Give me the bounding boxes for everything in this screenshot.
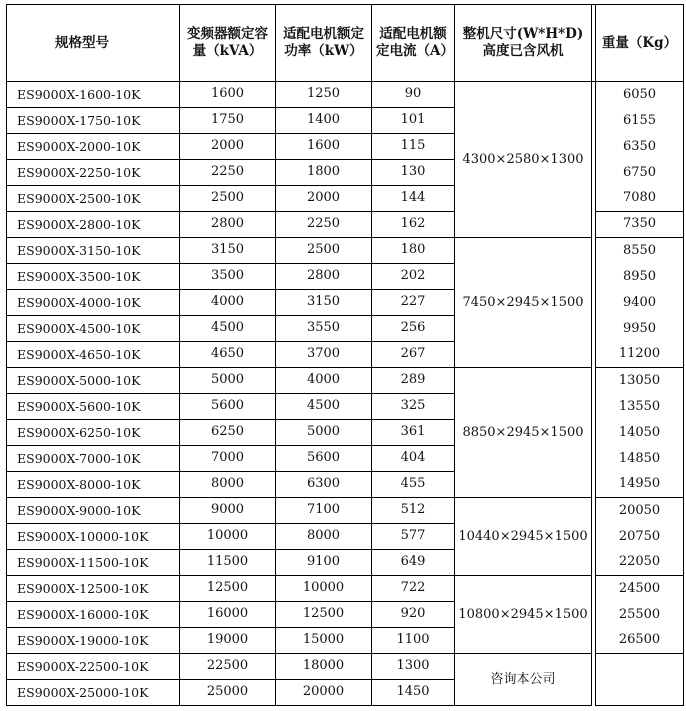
capacity-cell: 8000 (180, 472, 276, 498)
model-cell: ES9000X-5600-10K (6, 394, 180, 420)
motor-current-cell: 256 (372, 316, 455, 342)
motor-current-cell: 404 (372, 446, 455, 472)
capacity-cell: 10000 (180, 524, 276, 550)
weight-cell: 26500 (596, 628, 684, 654)
motor-power-cell: 1400 (276, 108, 372, 134)
motor-power-cell: 5600 (276, 446, 372, 472)
weight-cell: 6050 (596, 82, 684, 108)
dimensions-cell: 10440×2945×1500 (455, 498, 592, 576)
model-cell: ES9000X-2500-10K (6, 186, 180, 212)
weight-cell (596, 654, 684, 680)
model-cell: ES9000X-4650-10K (6, 342, 180, 368)
dimensions-cell: 10800×2945×1500 (455, 576, 592, 654)
capacity-cell: 1750 (180, 108, 276, 134)
capacity-cell: 5600 (180, 394, 276, 420)
capacity-cell: 12500 (180, 576, 276, 602)
motor-current-cell: 130 (372, 160, 455, 186)
capacity-cell: 4500 (180, 316, 276, 342)
motor-power-cell: 20000 (276, 680, 372, 706)
capacity-cell: 9000 (180, 498, 276, 524)
motor-current-cell: 227 (372, 290, 455, 316)
motor-power-cell: 3150 (276, 290, 372, 316)
motor-current-cell: 144 (372, 186, 455, 212)
capacity-cell: 6250 (180, 420, 276, 446)
weight-cell: 14950 (596, 472, 684, 498)
model-cell: ES9000X-22500-10K (6, 654, 180, 680)
motor-current-cell: 90 (372, 82, 455, 108)
capacity-cell: 4000 (180, 290, 276, 316)
model-cell: ES9000X-4000-10K (6, 290, 180, 316)
header-capacity: 变频器额定容量（kVA） (180, 4, 276, 82)
weight-cell: 20050 (596, 498, 684, 524)
model-cell: ES9000X-6250-10K (6, 420, 180, 446)
model-cell: ES9000X-1750-10K (6, 108, 180, 134)
capacity-cell: 11500 (180, 550, 276, 576)
motor-current-cell: 1450 (372, 680, 455, 706)
motor-current-cell: 361 (372, 420, 455, 446)
capacity-cell: 2500 (180, 186, 276, 212)
model-cell: ES9000X-19000-10K (6, 628, 180, 654)
model-cell: ES9000X-1600-10K (6, 82, 180, 108)
weight-cell: 13550 (596, 394, 684, 420)
weight-cell: 14050 (596, 420, 684, 446)
weight-cell (596, 680, 684, 706)
motor-power-cell: 3550 (276, 316, 372, 342)
model-cell: ES9000X-12500-10K (6, 576, 180, 602)
motor-current-cell: 455 (372, 472, 455, 498)
motor-current-cell: 162 (372, 212, 455, 238)
model-cell: ES9000X-2800-10K (6, 212, 180, 238)
capacity-cell: 2800 (180, 212, 276, 238)
motor-power-cell: 5000 (276, 420, 372, 446)
weight-cell: 24500 (596, 576, 684, 602)
weight-cell: 13050 (596, 368, 684, 394)
header-weight: 重量（Kg） (596, 4, 684, 82)
motor-power-cell: 4000 (276, 368, 372, 394)
motor-power-cell: 2800 (276, 264, 372, 290)
motor-power-cell: 6300 (276, 472, 372, 498)
capacity-cell: 16000 (180, 602, 276, 628)
model-cell: ES9000X-5000-10K (6, 368, 180, 394)
motor-power-cell: 2500 (276, 238, 372, 264)
weight-cell: 14850 (596, 446, 684, 472)
motor-current-cell: 722 (372, 576, 455, 602)
weight-cell: 20750 (596, 524, 684, 550)
capacity-cell: 3150 (180, 238, 276, 264)
motor-current-cell: 920 (372, 602, 455, 628)
motor-power-cell: 8000 (276, 524, 372, 550)
motor-power-cell: 2250 (276, 212, 372, 238)
weight-cell: 7080 (596, 186, 684, 212)
weight-cell: 25500 (596, 602, 684, 628)
motor-power-cell: 15000 (276, 628, 372, 654)
motor-power-cell: 7100 (276, 498, 372, 524)
motor-power-cell: 9100 (276, 550, 372, 576)
weight-cell: 6750 (596, 160, 684, 186)
capacity-cell: 7000 (180, 446, 276, 472)
dimensions-cell: 咨询本公司 (455, 654, 592, 706)
capacity-cell: 4650 (180, 342, 276, 368)
motor-power-cell: 4500 (276, 394, 372, 420)
model-cell: ES9000X-9000-10K (6, 498, 180, 524)
weight-cell: 22050 (596, 550, 684, 576)
capacity-cell: 19000 (180, 628, 276, 654)
motor-current-cell: 115 (372, 134, 455, 160)
weight-cell: 8550 (596, 238, 684, 264)
weight-cell: 9400 (596, 290, 684, 316)
motor-power-cell: 2000 (276, 186, 372, 212)
motor-current-cell: 202 (372, 264, 455, 290)
motor-current-cell: 512 (372, 498, 455, 524)
model-cell: ES9000X-25000-10K (6, 680, 180, 706)
weight-cell: 9950 (596, 316, 684, 342)
model-cell: ES9000X-8000-10K (6, 472, 180, 498)
motor-power-cell: 12500 (276, 602, 372, 628)
spec-table (6, 4, 684, 708)
header-dimensions: 整机尺寸(W*H*D)高度已含风机 (455, 4, 592, 82)
model-cell: ES9000X-4500-10K (6, 316, 180, 342)
model-cell: ES9000X-3150-10K (6, 238, 180, 264)
motor-power-cell: 1250 (276, 82, 372, 108)
weight-cell: 7350 (596, 212, 684, 238)
header-motor-power: 适配电机额定功率（kW） (276, 4, 372, 82)
motor-power-cell: 1600 (276, 134, 372, 160)
capacity-cell: 3500 (180, 264, 276, 290)
motor-current-cell: 180 (372, 238, 455, 264)
header-model: 规格型号 (6, 4, 180, 82)
motor-current-cell: 577 (372, 524, 455, 550)
motor-current-cell: 289 (372, 368, 455, 394)
capacity-cell: 2000 (180, 134, 276, 160)
weight-cell: 8950 (596, 264, 684, 290)
motor-power-cell: 10000 (276, 576, 372, 602)
motor-current-cell: 1100 (372, 628, 455, 654)
capacity-cell: 22500 (180, 654, 276, 680)
capacity-cell: 25000 (180, 680, 276, 706)
capacity-cell: 2250 (180, 160, 276, 186)
model-cell: ES9000X-7000-10K (6, 446, 180, 472)
motor-current-cell: 101 (372, 108, 455, 134)
model-cell: ES9000X-2250-10K (6, 160, 180, 186)
motor-power-cell: 3700 (276, 342, 372, 368)
model-cell: ES9000X-2000-10K (6, 134, 180, 160)
motor-current-cell: 267 (372, 342, 455, 368)
weight-cell: 6155 (596, 108, 684, 134)
model-cell: ES9000X-3500-10K (6, 264, 180, 290)
capacity-cell: 5000 (180, 368, 276, 394)
model-cell: ES9000X-11500-10K (6, 550, 180, 576)
dimensions-cell: 8850×2945×1500 (455, 368, 592, 498)
capacity-cell: 1600 (180, 82, 276, 108)
model-cell: ES9000X-16000-10K (6, 602, 180, 628)
motor-current-cell: 325 (372, 394, 455, 420)
dimensions-cell: 4300×2580×1300 (455, 82, 592, 238)
model-cell: ES9000X-10000-10K (6, 524, 180, 550)
weight-cell: 6350 (596, 134, 684, 160)
motor-power-cell: 1800 (276, 160, 372, 186)
dimensions-cell: 7450×2945×1500 (455, 238, 592, 368)
motor-power-cell: 18000 (276, 654, 372, 680)
header-motor-current: 适配电机额定电流（A） (372, 4, 455, 82)
motor-current-cell: 1300 (372, 654, 455, 680)
motor-current-cell: 649 (372, 550, 455, 576)
weight-cell: 11200 (596, 342, 684, 368)
